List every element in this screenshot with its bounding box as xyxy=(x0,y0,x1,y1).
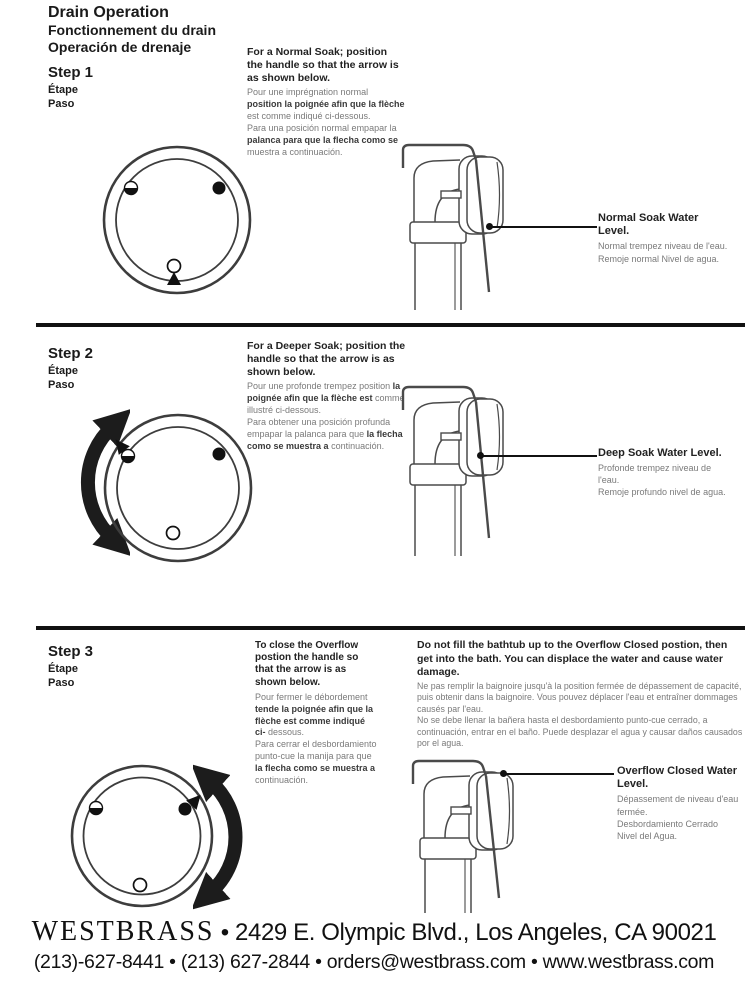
step1-title-fr: Étape xyxy=(48,83,78,96)
step1-instructions xyxy=(247,46,405,159)
step3-title: Step 3 xyxy=(48,643,94,660)
step2-callout-fr: Profonde trempez niveau de l'eau. xyxy=(598,463,712,486)
step3-title-fr: Étape xyxy=(48,662,78,675)
step3-label xyxy=(48,643,93,690)
leader-line-step2 xyxy=(481,455,597,457)
step1-instruction-es: Para una posición normal empapar la palanca para que la flecha como se muestra a continuación. xyxy=(247,123,399,157)
step1-callout-title: Normal Soak Water Level. xyxy=(598,212,699,238)
section-divider-1 xyxy=(36,323,745,327)
step3-callout-fr: Dépassement de niveau d'eau fermée. xyxy=(617,794,739,817)
step2-instruction-es: Para obtener una posición profunda empapar la palanca para que la flecha como se muestra a continuación. xyxy=(247,417,403,451)
leader-line-step3 xyxy=(504,773,614,775)
step3-instruction-es: Para cerrar el desbordamiento punto-cue la manija para que la flecha como se muestra a continuación. xyxy=(255,739,377,785)
step1-label xyxy=(48,64,93,111)
half-moon-marker-icon xyxy=(125,182,138,195)
page-title: Drain Operation xyxy=(48,4,169,21)
overflow-pipe-diagram-step2 xyxy=(385,374,600,556)
step1-instruction-fr: Pour une imprégnation normal position la poignée afin que la flèche est comme indiqué ci-dessous. xyxy=(247,87,405,122)
step3-callout-title: Overflow Closed Water Level. xyxy=(617,765,738,791)
step2-title-fr: Étape xyxy=(48,364,78,377)
footer xyxy=(0,916,748,974)
step2-callout-es: Remoje profundo nivel de agua. xyxy=(598,487,726,498)
half-moon-marker-icon xyxy=(122,450,135,463)
footer-address: • 2429 E. Olympic Blvd., Los Angeles, CA 90021 xyxy=(220,919,717,946)
warning-es: No se debe llenar la bañera hasta el desbordamiento punto-cue cerrado, a continuación, entrar en el baño. Puede desplazar el agua y causar daños causados por el agua. xyxy=(417,715,743,749)
overflow-warning xyxy=(417,639,745,749)
solid-dot-marker-icon xyxy=(179,803,192,816)
step3-instruction-fr: Pour fermer le débordement tende la poignée afin que la flèche est comme indiqué ci- dessous. xyxy=(255,691,374,738)
step1-instruction-en: For a Normal Soak; position the handle so that the arrow is as shown below. xyxy=(247,46,399,84)
step3-callout xyxy=(617,765,739,842)
warning-fr: Ne pas remplir la baignoire jusqu'à la position fermée de dépassement de capacité, puis obtenir dans la baignoire. Vous pouvez déplacer l'eau et entraîner dommages causés par l'eau. xyxy=(417,680,742,714)
step2-callout-title: Deep Soak Water Level. xyxy=(598,447,722,459)
brand-name: WESTBRASS xyxy=(31,916,215,947)
footer-contact-line: (213)-627-8441 • (213) 627-2844 • orders@westbrass.com • www.westbrass.com xyxy=(33,951,715,973)
solid-dot-marker-icon xyxy=(213,448,226,461)
section-divider-2 xyxy=(36,626,745,630)
step1-callout xyxy=(598,212,728,265)
open-circle-marker-icon xyxy=(167,527,180,540)
dial-diagram-step2 xyxy=(100,410,256,566)
step2-title: Step 2 xyxy=(48,345,94,362)
pointer-triangle-icon xyxy=(167,272,181,285)
step1-title-es: Paso xyxy=(48,98,75,111)
footer-address-line xyxy=(0,916,748,948)
open-circle-marker-icon xyxy=(134,879,147,892)
rotate-arrow-icon-step3 xyxy=(193,752,275,922)
step2-instruction-fr: Pour une profonde trempez position la poignée afin que la flèche est comme illustré ci-dessous. xyxy=(247,381,405,416)
step3-callout-es: Desbordamiento Cerrado Nivel del Agua. xyxy=(617,818,719,841)
step2-instruction-en: For a Deeper Soak; position the handle so that the arrow is as shown below. xyxy=(247,340,406,378)
step2-title-es: Paso xyxy=(48,379,75,392)
warning-en: Do not fill the bathtub up to the Overflow Closed postion, then get into the bath. You can displace the water and cause water damage. xyxy=(417,639,728,679)
overflow-pipe-diagram-step1 xyxy=(385,132,600,310)
page-title-fr: Fonctionnement du drain xyxy=(48,22,216,39)
document-title-block xyxy=(48,3,216,56)
step2-callout xyxy=(598,447,728,499)
step3-title-es: Paso xyxy=(48,677,75,690)
step2-label xyxy=(48,345,93,392)
step1-callout-es: Remoje normal Nivel de agua. xyxy=(598,253,720,264)
page-title-es: Operación de drenaje xyxy=(48,38,192,55)
leader-line-step1 xyxy=(490,226,597,228)
step1-title: Step 1 xyxy=(48,64,94,81)
step3-instruction-en: To close the Overflow postion the handle so that the arrow is as shown below. xyxy=(255,640,359,688)
half-moon-marker-icon xyxy=(90,802,103,815)
solid-dot-marker-icon xyxy=(213,182,226,195)
dial-diagram-step1 xyxy=(99,142,255,298)
open-circle-marker-icon xyxy=(168,260,181,273)
step1-callout-fr: Normal trempez niveau de l'eau. xyxy=(598,241,728,252)
